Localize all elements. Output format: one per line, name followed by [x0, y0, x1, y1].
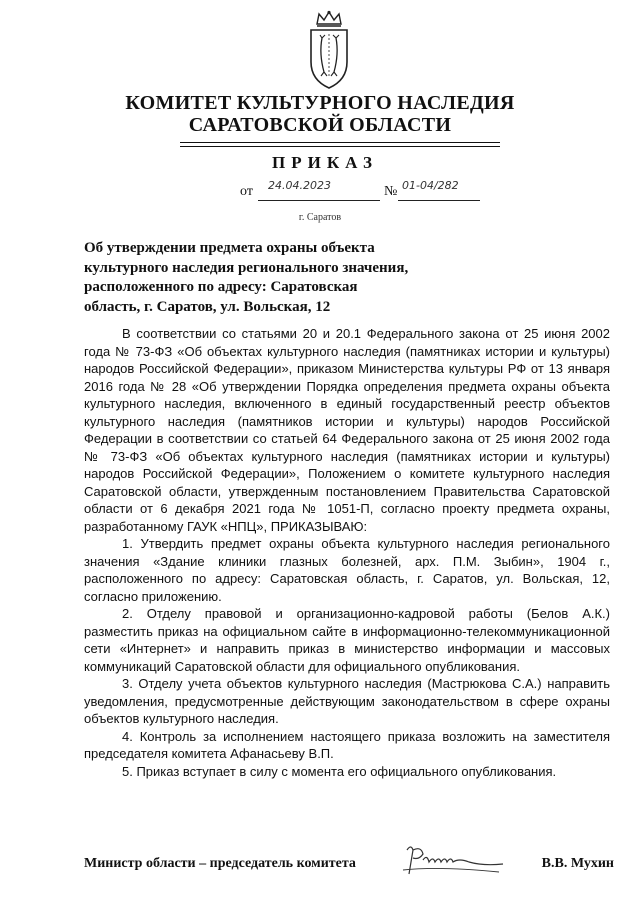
document-title: ПРИКАЗ [272, 153, 378, 172]
order-item: 1. Утвердить предмет охраны объекта культурного наследия регионального значения «Здание клиники глазных болезней, арх. П.М. Зыбин», 1904 г., расположенного по адресу: Саратовская область, г. Саратов, ул. Вольская, 12, согласно приложению. [84, 536, 610, 604]
signature-block [84, 854, 614, 880]
city-line: г. Саратов [298, 212, 342, 223]
org-name-line1: КОМИТЕТ КУЛЬТУРНОГО НАСЛЕДИЯ [125, 92, 515, 114]
date-label: от [240, 184, 253, 199]
handwritten-signature-icon [399, 840, 509, 880]
order-item: 5. Приказ вступает в силу с момента его официального опубликования. [122, 763, 557, 779]
order-item: 3. Отделу учета объектов культурного наследия (Мастрюкова С.А.) направить уведомления, предусмотренные действующим законодательством в сфере охраны объектов культурного наследия. [84, 676, 610, 726]
order-item: 2. Отделу правовой и организационно-кадровой работы (Белов А.К.) разместить приказ на официальном сайте в информационно-телекоммуникационной сети «Интернет» и направить приказ в министерство информации и массовых коммуникаций Саратовской области для официального опубликования. [84, 606, 610, 674]
order-item: 4. Контроль за исполнением настоящего приказа возложить на заместителя председателя комитета Афанасьеву В.П. [84, 728, 610, 761]
subject-line: культурного наследия регионального значения, [84, 259, 409, 276]
signatory-name: В.В. Мухин [541, 856, 614, 871]
order-subject [84, 239, 444, 317]
date-value: 24.04.2023 [268, 179, 331, 192]
signatory-title: Министр области – председатель комитета [84, 856, 356, 871]
preamble-paragraph: В соответствии со статьями 20 и 20.1 Федерального закона от 25 июня 2002 года № 73-ФЗ «Об объектах культурного наследия (памятниках истории и культуры) народов Российской Федерации», приказом Министерства культуры РФ от 13 января 2016 года № 28 «Об утверждении Порядка определения предмета охраны объекта культурного наследия, включенного в единый государственный реестр объектов культурного наследия (памятников истории и культуры) народов Российской Федерации в соответствии со статьей 64 Федерального закона от 25 июня 2002 года № 73-ФЗ «Об объектах культурного наследия (памятниках истории и культуры) народов Российской Федерации», Положением о комитете культурного наследия Саратовской области, утвержденным постановлением Правительства Саратовской области от 6 декабря 2021 года № 1051-П, согласно проекту предмета охраны, разработанному ГАУК «НПЦ», ПРИКАЗЫВАЮ: [84, 326, 610, 534]
date-number-row [240, 179, 540, 202]
number-line [398, 200, 480, 201]
number-value: 01-04/282 [402, 179, 459, 192]
header-divider-thick [180, 142, 500, 143]
coat-of-arms-icon [305, 10, 353, 90]
subject-line: область, г. Саратов, ул. Вольская, 12 [84, 298, 331, 315]
header-divider-thin [180, 146, 500, 147]
order-body [84, 325, 610, 780]
subject-line: Об утверждении предмета охраны объекта [84, 240, 375, 256]
subject-line: расположенного по адресу: Саратовская [84, 279, 358, 295]
date-line [258, 200, 380, 201]
number-label: № [384, 184, 398, 199]
org-name-line2: САРАТОВСКОЙ ОБЛАСТИ [188, 114, 452, 136]
